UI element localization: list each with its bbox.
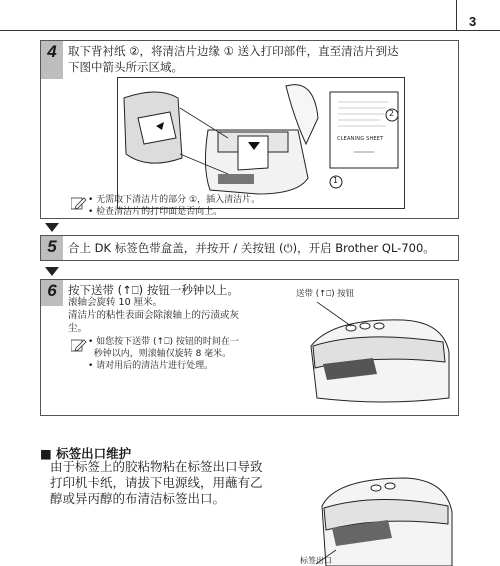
step-6-box [40, 279, 459, 416]
note-pencil-icon [71, 196, 87, 210]
step-6-note-3: • 请对用后的清洁片进行处理。 [88, 361, 214, 371]
header-rule [0, 30, 456, 31]
page-number: 3 [456, 0, 500, 31]
step-4-number: 4 [41, 41, 63, 79]
step-6-line4: 尘。 [68, 323, 88, 334]
step-4-note-2: • 检查清洁片的打印面是否向上。 [88, 207, 223, 217]
section-body-1: 由于标签上的胶粘物粘在标签出口导致 [50, 459, 263, 474]
step-5-box [40, 235, 459, 261]
callout-1: 1 [333, 176, 339, 185]
flow-arrow-2 [45, 267, 59, 276]
label-outlet-caption: 标签出口 [300, 556, 332, 565]
printer-illustration [117, 77, 405, 209]
printer-feed-button-drawing [303, 302, 453, 408]
step-6-note-1: • 如您按下送带 (↑⎕) 按钮的时间在一 [88, 337, 239, 347]
step-4-instruction-line1: 取下背衬纸 ②，将清洁片边缘 ① 送入打印部件，直至清洁片到达 [68, 44, 399, 58]
feed-button-caption: 送带 (↑⎕) 按钮 [296, 289, 355, 299]
step-6-line2: 滚轴会旋转 10 厘米。 [68, 297, 163, 308]
note-pencil-icon [71, 338, 87, 352]
section-title: ■ 标签出口维护 [40, 446, 132, 461]
step-4-note-1: • 无需取下清洁片的部分 ①，插入清洁片。 [88, 195, 261, 205]
flow-arrow-1 [45, 223, 59, 232]
step-6-instruction: 按下送带 (↑⎕) 按钮一秒钟以上。 [68, 283, 239, 297]
cleaning-sheet-card-label: CLEANING SHEET [337, 136, 384, 142]
section-body-2: 打印机卡纸，请拔下电源线，用蘸有乙 [50, 475, 263, 490]
step-4-instruction-line2: 下图中箭头所示区域。 [68, 60, 183, 74]
step-6-number: 6 [41, 280, 63, 306]
step-5-instruction: 合上 DK 标签色带盒盖，并按开 / 关按钮 (⏻)，开启 Brother QL-700。 [68, 241, 435, 255]
step-4-box [40, 40, 459, 219]
printer-label-outlet-drawing [296, 466, 456, 566]
step-6-note-2: 秒钟以内，则滚轴仅旋转 8 毫米。 [88, 349, 232, 359]
printer-drawing [118, 78, 405, 209]
section-body-3: 醇或异丙醇的布清洁标签出口。 [50, 491, 226, 506]
callout-2: 2 [389, 109, 395, 118]
step-6-line3: 清洁片的粘性表面会除滚轴上的污渍或灰 [68, 310, 240, 321]
step-5-number: 5 [41, 236, 63, 260]
